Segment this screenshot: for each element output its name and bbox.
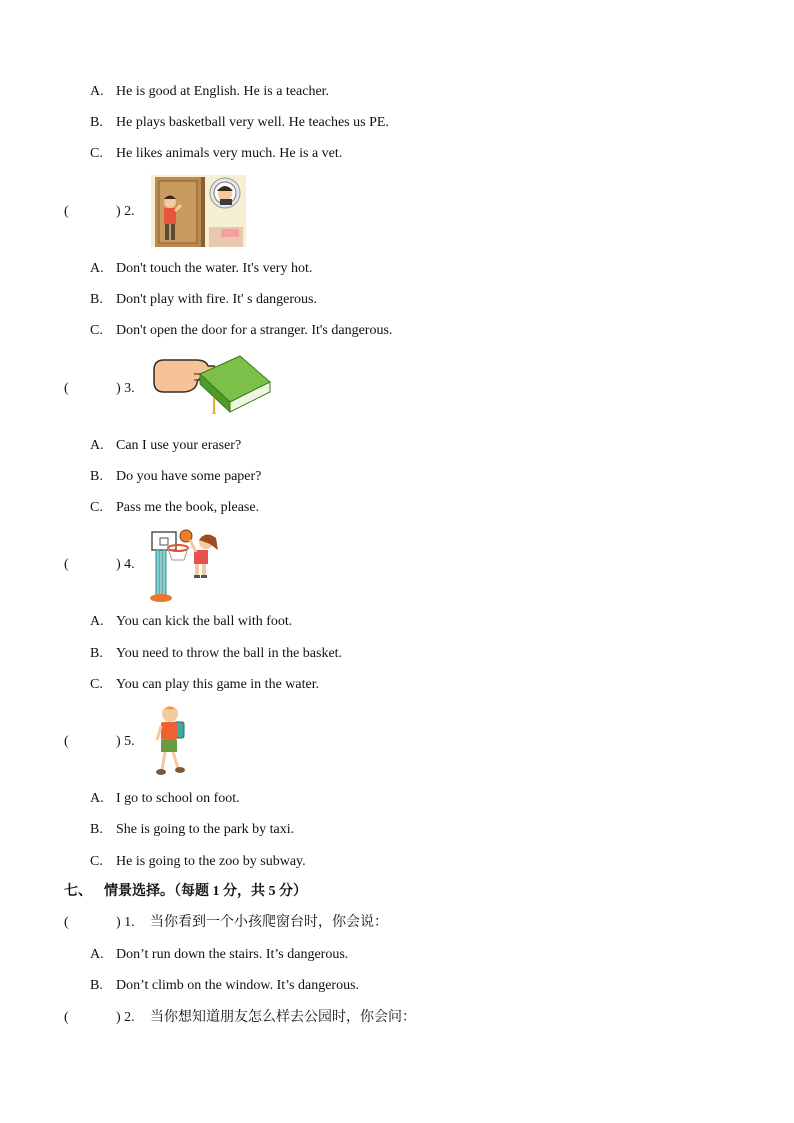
answer-paren-open: ( — [64, 1010, 69, 1025]
option-letter: A. — [90, 614, 104, 629]
option-text: Don’t run down the stairs. It’s dangerous. — [116, 947, 349, 962]
q1-option-b — [90, 114, 389, 132]
q3-option-c — [90, 499, 259, 517]
basketball-picture — [148, 524, 224, 604]
answer-paren-open: ( — [64, 557, 69, 572]
section-7-heading — [64, 883, 307, 901]
option-letter: A. — [90, 947, 104, 962]
section-number: 七、 — [64, 884, 92, 899]
answer-paren-close: ) 1. — [116, 915, 135, 930]
option-text: She is going to the park by taxi. — [116, 822, 295, 837]
option-letter: B. — [90, 646, 103, 661]
option-letter: B. — [90, 978, 103, 993]
boy-walking-picture — [152, 702, 192, 778]
situation-q1-option-a — [90, 946, 348, 964]
option-letter: C. — [90, 500, 103, 515]
option-text: You can kick the ball with foot. — [116, 614, 293, 629]
answer-paren-close: ) 4. — [116, 557, 135, 572]
option-letter: C. — [90, 323, 103, 338]
answer-paren-open: ( — [64, 915, 69, 930]
q3-option-b — [90, 468, 261, 486]
q4-option-a — [90, 613, 292, 631]
question-text: 当你想知道朋友怎么样去公园时，你会问： — [150, 1010, 416, 1025]
answer-paren-close: ) 2. — [116, 1010, 135, 1025]
answer-paren-close: ) 2. — [116, 204, 135, 219]
q5-option-b — [90, 821, 294, 839]
q1-option-c — [90, 145, 342, 163]
q5-option-c — [90, 853, 306, 871]
option-text: Do you have some paper? — [116, 469, 262, 484]
answer-paren-open: ( — [64, 204, 69, 219]
q4-option-b — [90, 645, 342, 663]
answer-paren-open: ( — [64, 381, 69, 396]
answer-paren-open: ( — [64, 734, 69, 749]
option-text: Pass me the book, please. — [116, 500, 260, 515]
option-text: Don’t climb on the window. It’s dangerous. — [116, 978, 360, 993]
option-letter: C. — [90, 146, 103, 161]
option-letter: C. — [90, 677, 103, 692]
option-text: He is good at English. He is a teacher. — [116, 84, 330, 99]
option-letter: A. — [90, 791, 104, 806]
boy-at-door-picture — [151, 175, 246, 247]
option-letter: A. — [90, 84, 104, 99]
question-text: 当你看到一个小孩爬窗台时，你会说： — [150, 915, 388, 930]
q1-option-a — [90, 83, 329, 101]
option-letter: A. — [90, 261, 104, 276]
option-letter: A. — [90, 438, 104, 453]
option-letter: B. — [90, 469, 103, 484]
option-text: You can play this game in the water. — [116, 677, 320, 692]
q3-option-a — [90, 437, 241, 455]
q2-option-b — [90, 291, 317, 309]
option-text: You need to throw the ball in the basket. — [116, 646, 343, 661]
hand-and-book-picture — [150, 352, 272, 418]
option-letter: B. — [90, 292, 103, 307]
option-text: Can I use your eraser? — [116, 438, 242, 453]
option-text: He is going to the zoo by subway. — [116, 854, 306, 869]
option-text: I go to school on foot. — [116, 791, 240, 806]
option-letter: B. — [90, 115, 103, 130]
q2-option-c — [90, 322, 392, 340]
option-text: He plays basketball very well. He teaches us PE. — [116, 115, 389, 130]
option-letter: B. — [90, 822, 103, 837]
option-text: Don't touch the water. It's very hot. — [116, 261, 313, 276]
q2-option-a — [90, 260, 312, 278]
option-text: He likes animals very much. He is a vet. — [116, 146, 343, 161]
answer-paren-close: ) 5. — [116, 734, 135, 749]
option-letter: C. — [90, 854, 103, 869]
answer-paren-close: ) 3. — [116, 381, 135, 396]
option-text: Don't open the door for a stranger. It's dangerous. — [116, 323, 393, 338]
situation-q1-option-b — [90, 977, 359, 995]
q5-option-a — [90, 790, 240, 808]
option-text: Don't play with fire. It' s dangerous. — [116, 292, 318, 307]
section-title: 情景选择。（每题 1 分，共 5 分） — [104, 884, 307, 899]
q4-option-c — [90, 676, 319, 694]
